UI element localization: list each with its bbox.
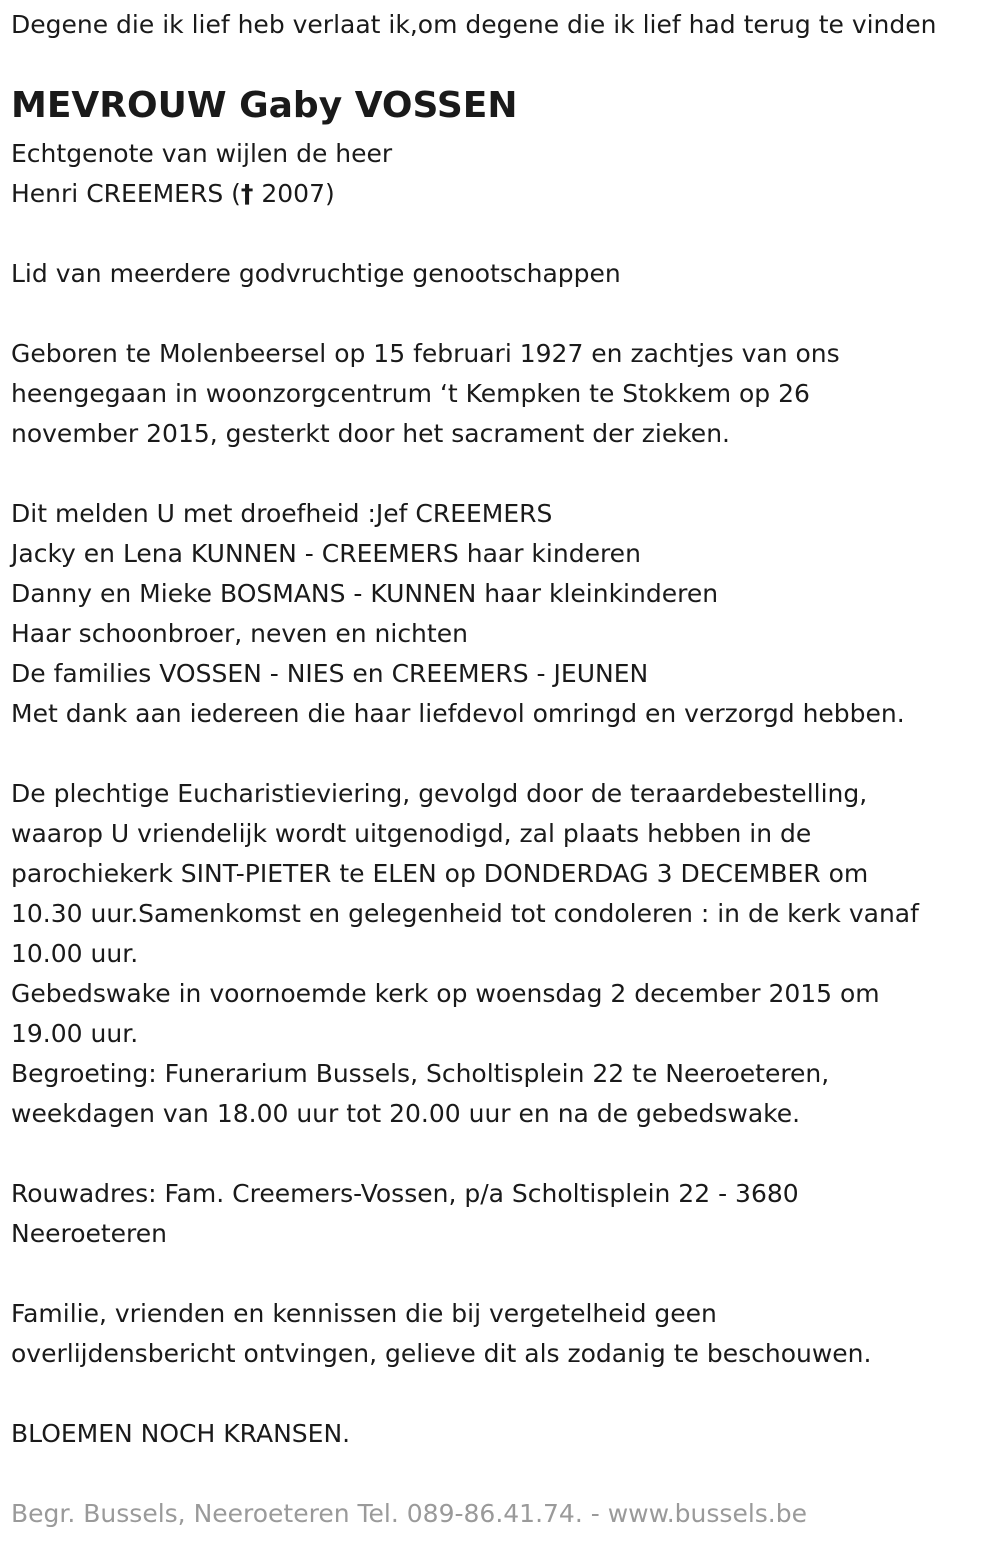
ceremony-line: Begroeting: Funerarium Bussels, Scholtisplein 22 te Neeroeteren,: [11, 1059, 830, 1088]
ceremony-line: Gebedswake in voornoemde kerk op woensdag 2 december 2015 om: [11, 979, 880, 1008]
family-line: Danny en Mieke BOSMANS - KUNNEN haar kleinkinderen: [11, 579, 719, 608]
ceremony-line: weekdagen van 18.00 uur tot 20.00 uur en na de gebedswake.: [11, 1099, 801, 1128]
address-line: Neeroeteren: [11, 1219, 168, 1248]
birth-death-line: Geboren te Molenbeersel op 15 februari 1927 en zachtjes van ons: [11, 339, 840, 368]
deceased-name: MEVROUW Gaby VOSSEN: [11, 85, 518, 126]
ceremony-line: De plechtige Eucharistieviering, gevolgd door de teraardebestelling,: [11, 779, 868, 808]
family-line: Met dank aan iedereen die haar liefdevol omringd en verzorgd hebben.: [11, 699, 905, 728]
notice-line: Familie, vrienden en kennissen die bij vergetelheid geen: [11, 1299, 717, 1328]
spouse-death-year: 2007): [253, 179, 335, 208]
flowers-notice: BLOEMEN NOCH KRANSEN.: [11, 1419, 351, 1448]
family-line: Jacky en Lena KUNNEN - CREEMERS haar kinderen: [11, 539, 641, 568]
spouse-name: Henri CREEMERS (: [11, 179, 241, 208]
ceremony-line: parochiekerk SINT-PIETER te ELEN op DONDERDAG 3 DECEMBER om: [11, 859, 869, 888]
family-line: Dit melden U met droefheid :Jef CREEMERS: [11, 499, 553, 528]
spouse-line-2: [11, 174, 919, 214]
notice-line: overlijdensbericht ontvingen, gelieve dit als zodanig te beschouwen.: [11, 1339, 872, 1368]
birth-death-line: november 2015, gesterkt door het sacrament der zieken.: [11, 419, 730, 448]
address-line: Rouwadres: Fam. Creemers-Vossen, p/a Scholtisplein 22 - 3680: [11, 1179, 799, 1208]
family-line: De families VOSSEN - NIES en CREEMERS - JEUNEN: [11, 659, 649, 688]
ceremony-line: 10.30 uur.Samenkomst en gelegenheid tot condoleren : in de kerk vanaf: [11, 899, 919, 928]
cross-icon: †: [240, 179, 254, 208]
ceremony-line: 10.00 uur.: [11, 939, 139, 968]
ceremony-line: waarop U vriendelijk wordt uitgenodigd, zal plaats hebben in de: [11, 819, 812, 848]
motto-text: Degene die ik lief heb verlaat ik,om degene die ik lief had terug te vinden: [11, 10, 937, 39]
footer-text: Begr. Bussels, Neeroeteren Tel. 089-86.41.74. - www.bussels.be: [11, 1499, 807, 1528]
spouse-line-1: Echtgenote van wijlen de heer: [11, 139, 393, 168]
notice-body: [11, 134, 919, 1454]
family-line: Haar schoonbroer, neven en nichten: [11, 619, 468, 648]
membership-text: Lid van meerdere godvruchtige genootschappen: [11, 259, 621, 288]
birth-death-line: heengegaan in woonzorgcentrum ‘t Kempken te Stokkem op 26: [11, 379, 810, 408]
ceremony-line: 19.00 uur.: [11, 1019, 139, 1048]
